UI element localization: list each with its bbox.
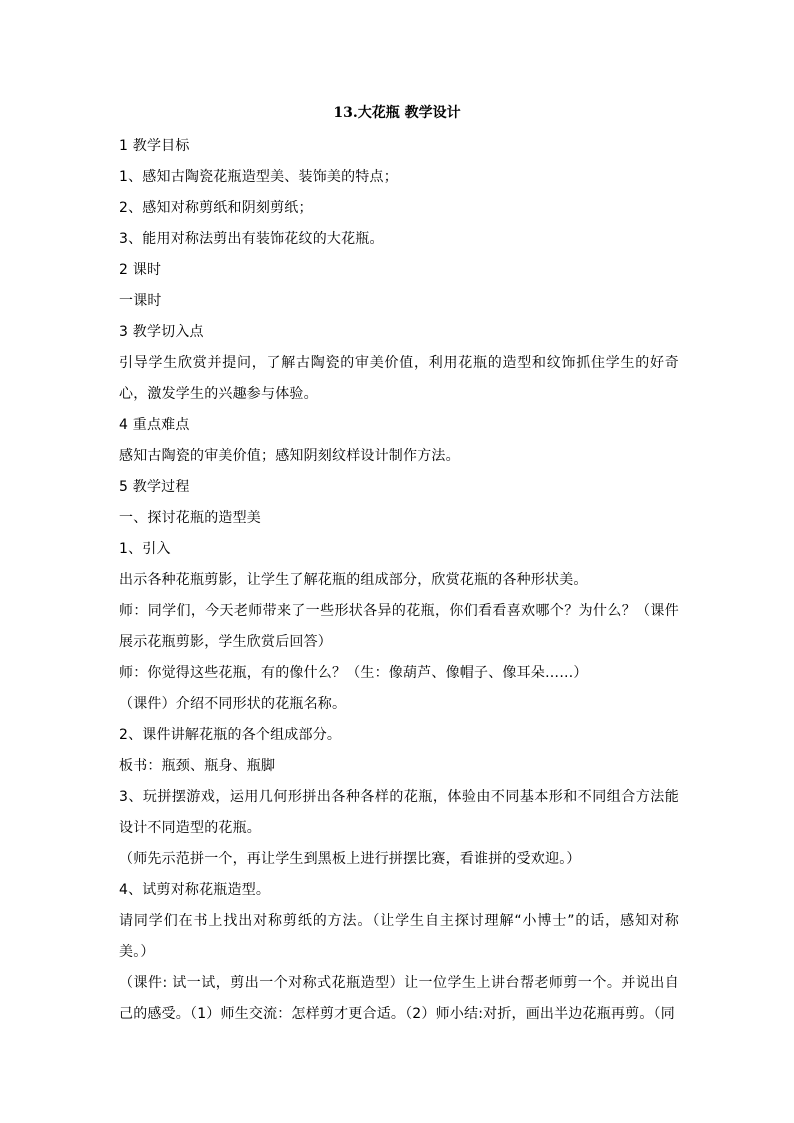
document-body [119, 131, 679, 1030]
section-heading-periods: 2 课时 [119, 262, 162, 278]
section-heading-entry-point: 3 教学切入点 [119, 324, 204, 340]
objective-item-1: 1、感知古陶瓷花瓶造型美、装饰美的特点； [119, 169, 398, 185]
step-heading-parts: 2、课件讲解花瓶的各个组成部分。 [119, 727, 342, 743]
paragraph: 请同学们在书上找出对称剪纸的方法。（让学生自主探讨理解“小博士”的话，感知对称美。） [119, 913, 679, 960]
paragraph: 师：同学们，今天老师带来了一些形状各异的花瓶，你们看看喜欢哪个？为什么？（课件展示花瓶剪影，学生欣赏后回答） [119, 603, 679, 650]
step-heading-intro: 1、引入 [119, 541, 171, 557]
entry-point-text: 引导学生欣赏并提问，了解古陶瓷的审美价值，利用花瓶的造型和纹饰抓住学生的好奇心，激发学生的兴趣参与体验。 [119, 355, 679, 402]
periods-text: 一课时 [119, 293, 162, 309]
step-heading-game: 3、玩拼摆游戏，运用几何形拼出各种各样的花瓶，体验由不同基本形和不同组合方法能设计不同造型的花瓶。 [119, 789, 679, 836]
section-heading-objectives: 1 教学目标 [119, 138, 190, 154]
paragraph: 师：你觉得这些花瓶，有的像什么？（生：像葫芦、像帽子、像耳朵……） [119, 665, 588, 681]
blackboard-note: 板书：瓶颈、瓶身、瓶脚 [119, 758, 276, 774]
key-points-text: 感知古陶瓷的审美价值；感知阴刻纹样设计制作方法。 [119, 448, 460, 464]
objective-item-2: 2、感知对称剪纸和阴刻剪纸； [119, 200, 313, 216]
paragraph: 出示各种花瓶剪影，让学生了解花瓶的组成部分，欣赏花瓶的各种形状美。 [119, 572, 588, 588]
subsection-heading-shape: 一、探讨花瓶的造型美 [119, 510, 261, 526]
paragraph: （课件）介绍不同形状的花瓶名称。 [119, 696, 347, 712]
document-title: 13.大花瓶 教学设计 [333, 105, 461, 121]
section-heading-key-points: 4 重点难点 [119, 417, 190, 433]
step-heading-cutting: 4、试剪对称花瓶造型。 [119, 882, 271, 898]
section-heading-process: 5 教学过程 [119, 479, 190, 495]
objective-item-3: 3、能用对称法剪出有装饰花纹的大花瓶。 [119, 231, 384, 247]
paragraph: （课件: 试一试，剪出一个对称式花瓶造型）让一位学生上讲台帮老师剪一个。并说出自己的感受。（1）师生交流：怎样剪才更合适。（2）师小结:对折，画出半边花瓶再剪。（同 [119, 975, 679, 1022]
paragraph: （师先示范拼一个，再让学生到黑板上进行拼摆比赛，看谁拼的受欢迎。） [119, 851, 581, 867]
